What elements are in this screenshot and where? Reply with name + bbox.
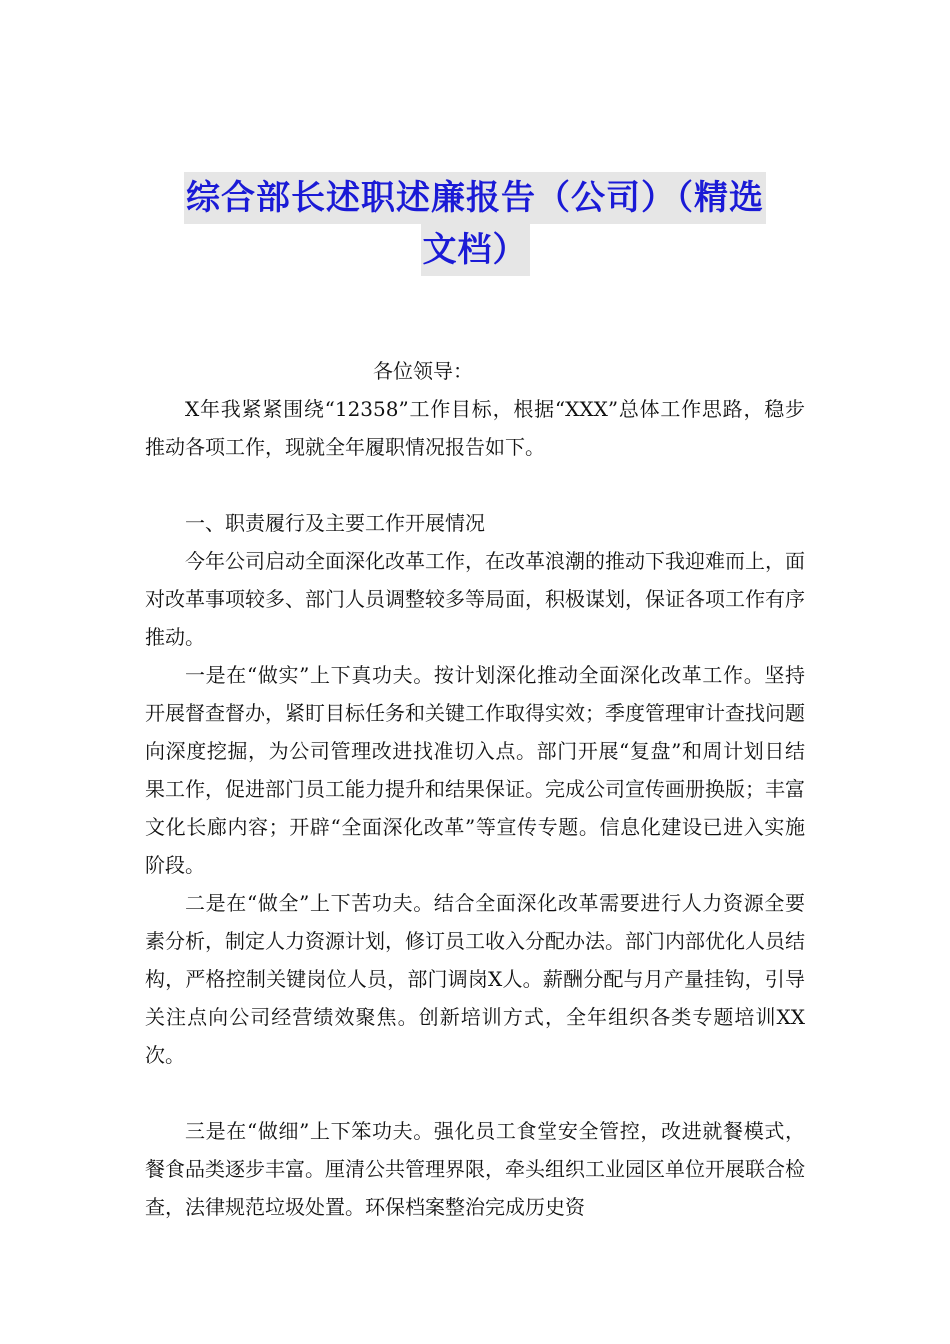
title-line-2: 文档） [421, 224, 530, 276]
document-title [0, 172, 950, 276]
intro-paragraph: X年我紧紧围绕“12358”工作目标，根据“XXX”总体工作思路，稳步推动各项工作，现就全年履职情况报告如下。 [145, 397, 805, 459]
salutation: 各位领导： [373, 359, 473, 383]
body-paragraph: 今年公司启动全面深化改革工作，在改革浪潮的推动下我迎难而上，面对改革事项较多、部门人员调整较多等局面，积极谋划，保证各项工作有序推动。 [145, 549, 805, 649]
body-paragraph: 一是在“做实”上下真功夫。按计划深化推动全面深化改革工作。坚持开展督查督办，紧盯目标任务和关键工作取得实效；季度管理审计查找问题向深度挖掘，为公司管理改进找准切入点。部门开展“复盘”和周计划日结果工作，促进部门员工能力提升和结果保证。完成公司宣传画册换版；丰富文化长廊内容；开辟“全面深化改革”等宣传专题。信息化建设已进入实施阶段。 [145, 663, 805, 877]
paragraph-spacer [145, 1074, 805, 1112]
paragraph-spacer [145, 466, 805, 504]
document-body [145, 352, 805, 1226]
body-paragraph: 二是在“做全”上下苦功夫。结合全面深化改革需要进行人力资源全要素分析，制定人力资源计划，修订员工收入分配办法。部门内部优化人员结构，严格控制关键岗位人员，部门调岗X人。薪酬分配与月产量挂钩，引导关注点向公司经营绩效聚焦。创新培训方式，全年组织各类专题培训XX次。 [145, 891, 805, 1067]
body-paragraph: 三是在“做细”上下笨功夫。强化员工食堂安全管控，改进就餐模式，餐食品类逐步丰富。厘清公共管理界限，牵头组织工业园区单位开展联合检查，法律规范垃圾处置。环保档案整治完成历史资 [145, 1119, 805, 1219]
section-heading: 一、职责履行及主要工作开展情况 [185, 511, 485, 535]
title-line-1: 综合部长述职述廉报告（公司）（精选 [184, 172, 766, 224]
